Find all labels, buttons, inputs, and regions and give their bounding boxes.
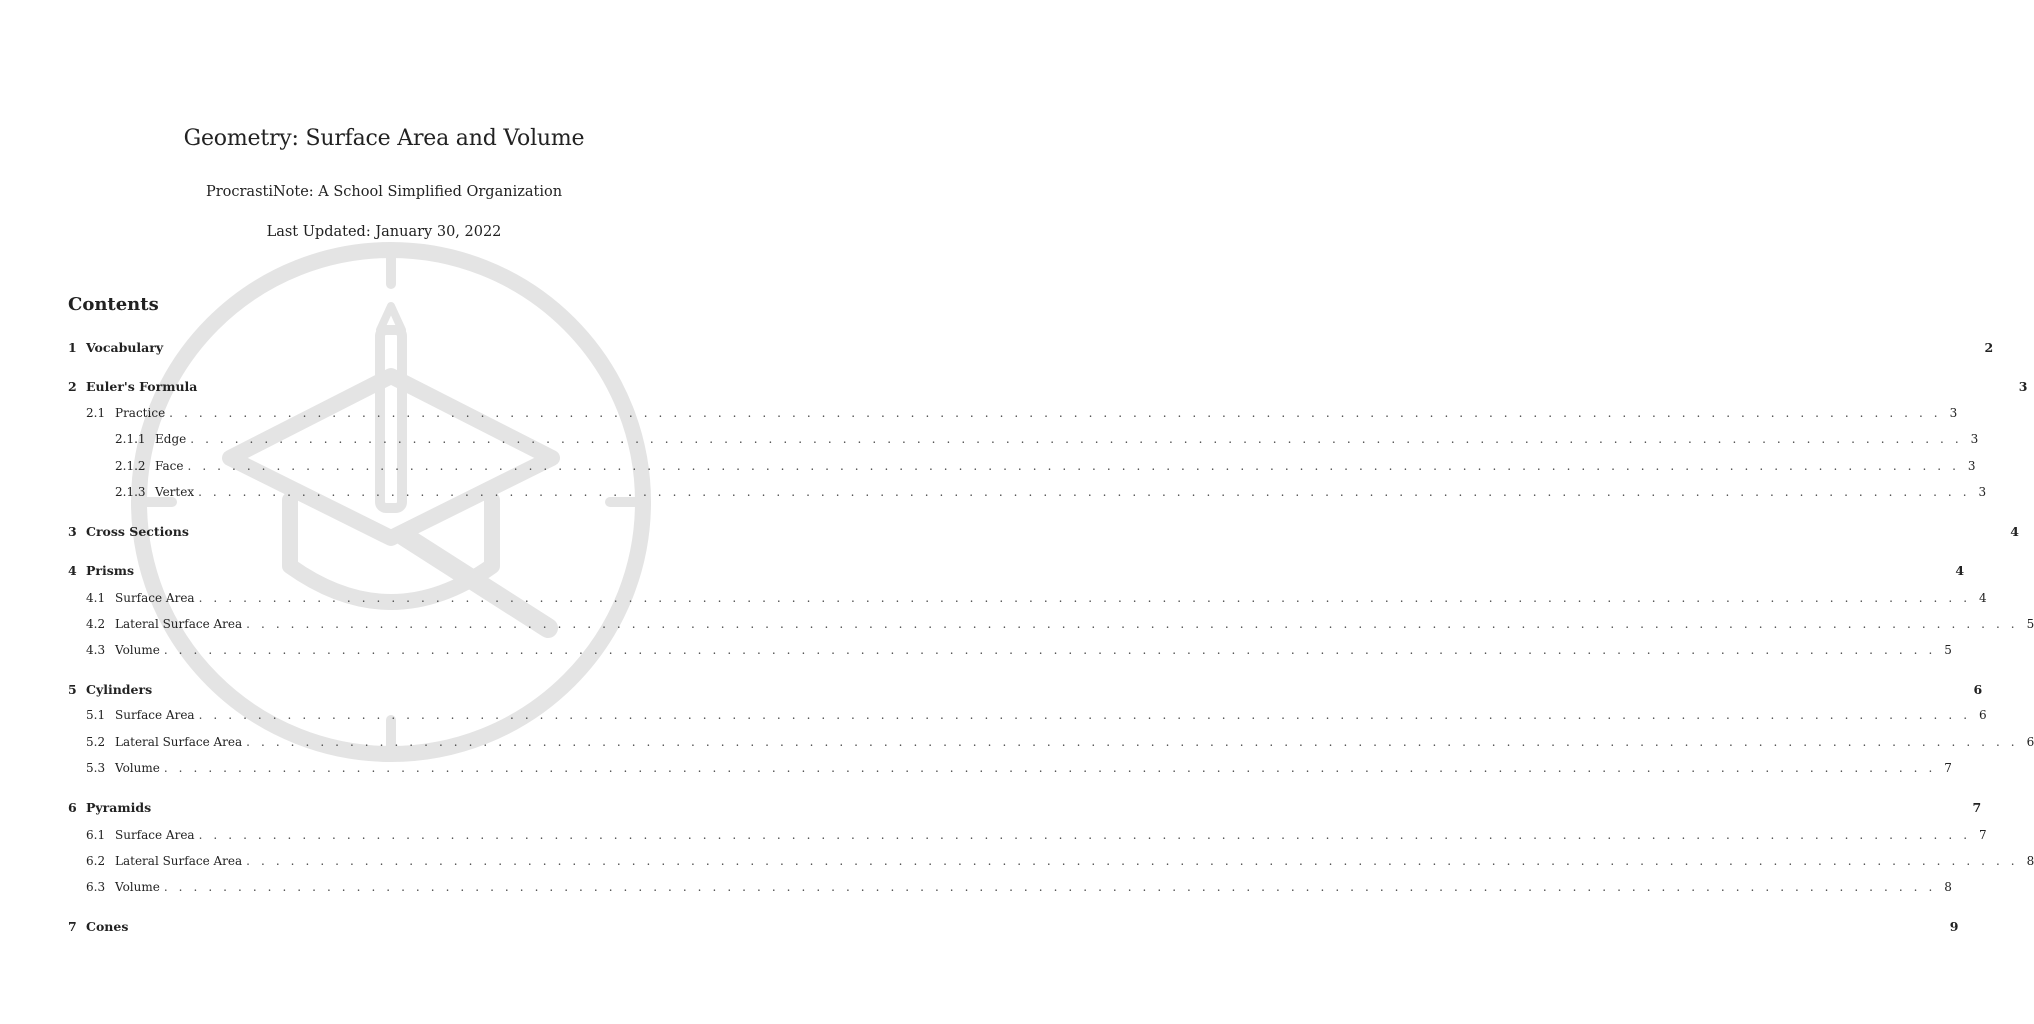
toc-entry-page-number[interactable]: 7 xyxy=(1972,800,1982,815)
toc-entry-title[interactable]: Cones xyxy=(86,919,129,934)
toc-entry-number: 2.1.1 xyxy=(115,432,146,446)
toc-entry-title[interactable]: Volume xyxy=(115,880,160,894)
toc-entry[interactable] xyxy=(68,591,1987,605)
toc-entry-number: 4 xyxy=(68,563,77,578)
toc-entry[interactable] xyxy=(68,617,2034,631)
toc-entry-title[interactable]: Lateral Surface Area xyxy=(115,735,243,749)
toc-entry-page-number[interactable]: 5 xyxy=(2026,617,2034,631)
toc-entry-title[interactable]: Surface Area xyxy=(115,591,195,605)
toc-entry[interactable] xyxy=(68,708,1987,722)
toc-entry-number: 5.3 xyxy=(86,761,106,775)
toc-entry-number: 2 xyxy=(68,379,77,394)
document-title: Geometry: Surface Area and Volume xyxy=(183,126,585,151)
toc-entry-number: 5.1 xyxy=(86,708,106,722)
toc-entry-title[interactable]: Lateral Surface Area xyxy=(115,617,243,631)
toc-entry[interactable] xyxy=(68,880,1952,894)
toc-entry-title[interactable]: Vertex xyxy=(155,485,195,499)
toc-dot-leader: . . . . . . . . . . . . . . . . . . . . . . . . . . . . . . . . . . . . . . . . . . . . . . . . . . . . . . . . . . . . . . . . . . . . . . . . . . . . . . . . . . . . . . . . . . . . . . . . . . . . . . . . . . . . . . . . . . . . . . . . xyxy=(163,761,1936,775)
toc-entry-title[interactable]: Prisms xyxy=(86,563,135,578)
toc-entry[interactable] xyxy=(68,485,1987,499)
toc-dot-leader: . . . . . . . . . . . . . . . . . . . . . . . . . . . . . . . . . . . . . . . . . . . . . . . . . . . . . . . . . . . . . . . . . . . . . . . . . . . . . . . . . . . . . . . . . . . . . . . . . . . . . . . . . . . . . . . . . . . . . . . . xyxy=(198,485,1971,499)
toc-entry-number: 5 xyxy=(68,682,77,697)
toc-entry-page-number[interactable]: 4 xyxy=(1955,563,1965,578)
toc-entry-number: 4.2 xyxy=(86,617,106,631)
toc-entry-title[interactable]: Cross Sections xyxy=(86,524,189,539)
toc-dot-leader: . . . . . . . . . . . . . . . . . . . . . . . . . . . . . . . . . . . . . . . . . . . . . . . . . . . . . . . . . . . . . . . . . . . . . . . . . . . . . . . . . . . . . . . . . . . . . . . . . . . . . . . . . . . . . . . . . . . . . . . . xyxy=(163,643,1936,657)
toc-entry-number: 6.3 xyxy=(86,880,106,894)
toc-entry-title[interactable]: Practice xyxy=(115,406,166,420)
toc-entry-page-number[interactable]: 4 xyxy=(1979,591,1987,605)
toc-entry[interactable] xyxy=(68,761,1952,775)
toc-entry-title[interactable]: Volume xyxy=(115,643,160,657)
toc-dot-leader: . . . . . . . . . . . . . . . . . . . . . . . . . . . . . . . . . . . . . . . . . . . . . . . . . . . . . . . . . . . . . . . . . . . . . . . . . . . . . . . . . . . . . . . . . . . . . . . . . . . . . . . . . . . . . . . . . . . . . . . . xyxy=(198,591,1971,605)
contents-heading: Contents xyxy=(68,294,159,315)
toc-entry-title[interactable]: Lateral Surface Area xyxy=(115,854,243,868)
toc-entry[interactable] xyxy=(68,828,1987,842)
toc-entry-page-number[interactable]: 5 xyxy=(1944,643,1952,657)
toc-entry[interactable] xyxy=(68,459,1976,473)
toc-entry[interactable] xyxy=(68,379,2028,394)
toc-entry-title[interactable]: Pyramids xyxy=(86,800,152,815)
toc-entry-number: 5.2 xyxy=(86,735,106,749)
toc-entry-page-number[interactable]: 6 xyxy=(1979,708,1987,722)
toc-entry[interactable] xyxy=(68,800,1982,815)
toc-entry-title[interactable]: Euler's Formula xyxy=(86,379,198,394)
toc-entry-number: 2.1.3 xyxy=(115,485,146,499)
toc-entry-number: 3 xyxy=(68,524,77,539)
toc-entry-number: 4.3 xyxy=(86,643,106,657)
toc-entry-number: 2.1 xyxy=(86,406,106,420)
last-updated-date: Last Updated: January 30, 2022 xyxy=(266,224,502,240)
toc-entry[interactable] xyxy=(68,735,2034,749)
toc-dot-leader: . . . . . . . . . . . . . . . . . . . . . . . . . . . . . . . . . . . . . . . . . . . . . . . . . . . . . . . . . . . . . . . . . . . . . . . . . . . . . . . . . . . . . . . . . . . . . . . . . . . . . . . . . . . . . . . . . . . . . . . . xyxy=(246,617,2019,631)
toc-entry-number: 4.1 xyxy=(86,591,106,605)
toc-entry-page-number[interactable]: 2 xyxy=(1984,340,1994,355)
toc-entry-number: 7 xyxy=(68,919,77,934)
toc-entry-number: 2.1.2 xyxy=(115,459,146,473)
toc-entry[interactable] xyxy=(68,524,2019,539)
toc-entry-page-number[interactable]: 7 xyxy=(1979,828,1987,842)
toc-entry-title[interactable]: Vocabulary xyxy=(86,340,164,355)
toc-entry-number: 6.1 xyxy=(86,828,106,842)
toc-dot-leader: . . . . . . . . . . . . . . . . . . . . . . . . . . . . . . . . . . . . . . . . . . . . . . . . . . . . . . . . . . . . . . . . . . . . . . . . . . . . . . . . . . . . . . . . . . . . . . . . . . . . . . . . . . . . . . . . . . . . . . . . xyxy=(163,880,1936,894)
toc-dot-leader: . . . . . . . . . . . . . . . . . . . . . . . . . . . . . . . . . . . . . . . . . . . . . . . . . . . . . . . . . . . . . . . . . . . . . . . . . . . . . . . . . . . . . . . . . . . . . . . . . . . . . . . . . . . . . . . . . . . . . . . . xyxy=(169,406,1942,420)
toc-entry-title[interactable]: Surface Area xyxy=(115,708,195,722)
organization-name: ProcrastiNote: A School Simplified Organization xyxy=(205,184,563,200)
toc-entry-page-number[interactable]: 3 xyxy=(2018,379,2028,394)
toc-entry-title[interactable]: Face xyxy=(155,459,184,473)
toc-entry[interactable] xyxy=(68,406,1958,420)
toc-entry-page-number[interactable]: 8 xyxy=(2026,854,2034,868)
toc-entry-page-number[interactable]: 3 xyxy=(1949,406,1958,420)
toc-entry-page-number[interactable]: 3 xyxy=(1970,432,1979,446)
toc-entry-title[interactable]: Surface Area xyxy=(115,828,195,842)
toc-dot-leader: . . . . . . . . . . . . . . . . . . . . . . . . . . . . . . . . . . . . . . . . . . . . . . . . . . . . . . . . . . . . . . . . . . . . . . . . . . . . . . . . . . . . . . . . . . . . . . . . . . . . . . . . . . . . . . . . . . . . . . . . xyxy=(198,708,1971,722)
toc-entry-page-number[interactable]: 6 xyxy=(1973,682,1983,697)
toc-entry-number: 6.2 xyxy=(86,854,106,868)
toc-entry-page-number[interactable]: 9 xyxy=(1949,919,1959,934)
toc-entry-title[interactable]: Edge xyxy=(155,432,187,446)
toc-entry-title[interactable]: Volume xyxy=(115,761,160,775)
toc-entry[interactable] xyxy=(68,919,1959,934)
toc-entry[interactable] xyxy=(68,643,1952,657)
toc-entry-number: 1 xyxy=(68,340,77,355)
toc-entry[interactable] xyxy=(68,682,1983,697)
toc-entry-page-number[interactable]: 3 xyxy=(1967,459,1976,473)
toc-entry-page-number[interactable]: 7 xyxy=(1944,761,1952,775)
toc-entry-page-number[interactable]: 6 xyxy=(2026,735,2034,749)
toc-entry-page-number[interactable]: 4 xyxy=(2010,524,2019,539)
toc-entry[interactable] xyxy=(68,854,2034,868)
toc-entry[interactable] xyxy=(68,340,1994,355)
toc-entry[interactable] xyxy=(68,432,1979,446)
toc-entry-page-number[interactable]: 3 xyxy=(1978,485,1987,499)
toc-entry-page-number[interactable]: 8 xyxy=(1944,880,1952,894)
toc-entry[interactable] xyxy=(68,563,1965,578)
toc-entry-number: 6 xyxy=(68,800,77,815)
toc-dot-leader: . . . . . . . . . . . . . . . . . . . . . . . . . . . . . . . . . . . . . . . . . . . . . . . . . . . . . . . . . . . . . . . . . . . . . . . . . . . . . . . . . . . . . . . . . . . . . . . . . . . . . . . . . . . . . . . . . . . . . . . . xyxy=(198,828,1971,842)
toc-dot-leader: . . . . . . . . . . . . . . . . . . . . . . . . . . . . . . . . . . . . . . . . . . . . . . . . . . . . . . . . . . . . . . . . . . . . . . . . . . . . . . . . . . . . . . . . . . . . . . . . . . . . . . . . . . . . . . . . . . . . . . . . xyxy=(246,854,2019,868)
toc-dot-leader: . . . . . . . . . . . . . . . . . . . . . . . . . . . . . . . . . . . . . . . . . . . . . . . . . . . . . . . . . . . . . . . . . . . . . . . . . . . . . . . . . . . . . . . . . . . . . . . . . . . . . . . . . . . . . . . . . . . . . . . . xyxy=(190,432,1963,446)
toc-dot-leader: . . . . . . . . . . . . . . . . . . . . . . . . . . . . . . . . . . . . . . . . . . . . . . . . . . . . . . . . . . . . . . . . . . . . . . . . . . . . . . . . . . . . . . . . . . . . . . . . . . . . . . . . . . . . . . . . . . . . . . . . xyxy=(187,459,1960,473)
toc-entry-title[interactable]: Cylinders xyxy=(86,682,153,697)
toc-dot-leader: . . . . . . . . . . . . . . . . . . . . . . . . . . . . . . . . . . . . . . . . . . . . . . . . . . . . . . . . . . . . . . . . . . . . . . . . . . . . . . . . . . . . . . . . . . . . . . . . . . . . . . . . . . . . . . . . . . . . . . . . xyxy=(246,735,2019,749)
